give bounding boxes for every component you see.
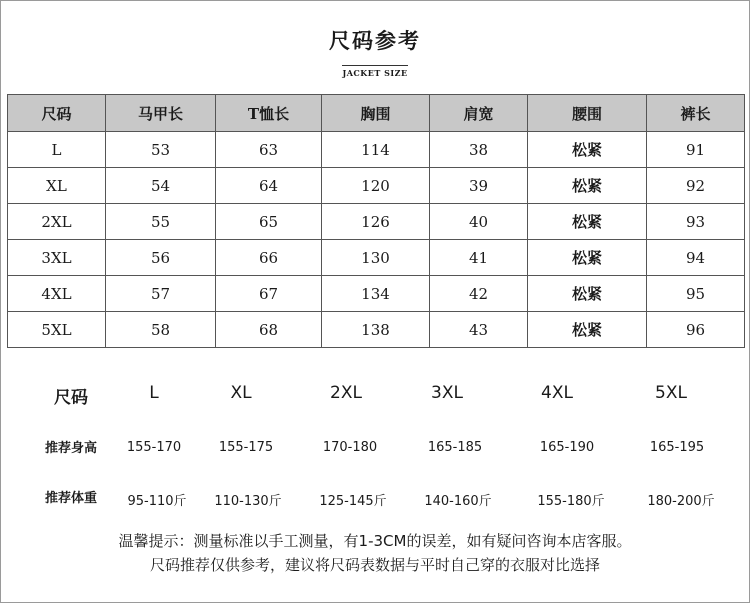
cell-shoulder: 41 bbox=[430, 240, 528, 276]
cell-waist: 松紧 bbox=[528, 312, 647, 348]
recommend-size: 2XL bbox=[330, 383, 362, 403]
cell-vest-length: 54 bbox=[106, 168, 216, 204]
recommend-weight: 140-160斤 bbox=[424, 494, 492, 509]
cell-size: 2XL bbox=[8, 204, 106, 240]
cell-pants-length: 96 bbox=[647, 312, 745, 348]
recommend-weight-row bbox=[1, 487, 749, 517]
weight-label: 推荐体重 bbox=[44, 491, 98, 506]
size-label: 尺码 bbox=[54, 388, 88, 408]
col-header-tshirt-length: T恤长 bbox=[216, 95, 322, 132]
cell-chest: 120 bbox=[322, 168, 430, 204]
cell-shoulder: 42 bbox=[430, 276, 528, 312]
table-row bbox=[8, 204, 745, 240]
cell-vest-length: 56 bbox=[106, 240, 216, 276]
table-header-row bbox=[8, 95, 745, 132]
recommend-height: 155-170 bbox=[126, 440, 182, 455]
recommend-weight: 180-200斤 bbox=[647, 494, 715, 509]
chart-subtitle: JACKET SIZE bbox=[342, 65, 407, 78]
cell-pants-length: 93 bbox=[647, 204, 745, 240]
cell-tshirt-length: 63 bbox=[216, 132, 322, 168]
recommend-height: 165-195 bbox=[649, 440, 705, 455]
cell-waist: 松紧 bbox=[528, 168, 647, 204]
col-header-shoulder: 肩宽 bbox=[430, 95, 528, 132]
cell-vest-length: 58 bbox=[106, 312, 216, 348]
recommend-height: 155-175 bbox=[218, 440, 274, 455]
col-header-vest-length: 马甲长 bbox=[106, 95, 216, 132]
cell-chest: 138 bbox=[322, 312, 430, 348]
cell-pants-length: 95 bbox=[647, 276, 745, 312]
chart-header bbox=[1, 1, 749, 94]
recommend-size-row bbox=[1, 383, 749, 413]
cell-tshirt-length: 67 bbox=[216, 276, 322, 312]
recommend-height: 170-180 bbox=[322, 440, 378, 455]
col-header-waist: 腰围 bbox=[528, 95, 647, 132]
cell-chest: 130 bbox=[322, 240, 430, 276]
cell-waist: 松紧 bbox=[528, 132, 647, 168]
recommend-weight: 125-145斤 bbox=[319, 494, 387, 509]
table-row bbox=[8, 312, 745, 348]
cell-size: 3XL bbox=[8, 240, 106, 276]
recommend-height-row bbox=[1, 437, 749, 467]
recommend-size: L bbox=[149, 383, 159, 403]
recommend-weight: 110-130斤 bbox=[214, 494, 282, 509]
cell-size: XL bbox=[8, 168, 106, 204]
recommend-height: 165-190 bbox=[539, 440, 595, 455]
size-table bbox=[7, 94, 745, 348]
cell-tshirt-length: 68 bbox=[216, 312, 322, 348]
cell-waist: 松紧 bbox=[528, 276, 647, 312]
cell-shoulder: 38 bbox=[430, 132, 528, 168]
note-reference: 尺码推荐仅供参考，建议将尺码表数据与平时自己穿的衣服对比选择 bbox=[149, 556, 600, 574]
recommend-height: 165-185 bbox=[427, 440, 483, 455]
cell-vest-length: 53 bbox=[106, 132, 216, 168]
cell-pants-length: 91 bbox=[647, 132, 745, 168]
cell-vest-length: 57 bbox=[106, 276, 216, 312]
cell-tshirt-length: 66 bbox=[216, 240, 322, 276]
cell-shoulder: 40 bbox=[430, 204, 528, 240]
cell-size: 5XL bbox=[8, 312, 106, 348]
cell-pants-length: 94 bbox=[647, 240, 745, 276]
cell-vest-length: 55 bbox=[106, 204, 216, 240]
note-tip: 温馨提示：测量标准以手工测量，有1-3CM的误差，如有疑问咨询本店客服。 bbox=[118, 532, 632, 550]
cell-tshirt-length: 65 bbox=[216, 204, 322, 240]
recommend-size: 3XL bbox=[431, 383, 463, 403]
cell-chest: 114 bbox=[322, 132, 430, 168]
cell-pants-length: 92 bbox=[647, 168, 745, 204]
recommend-weight: 95-110斤 bbox=[127, 494, 187, 509]
height-label: 推荐身高 bbox=[44, 441, 98, 456]
table-row bbox=[8, 168, 745, 204]
cell-chest: 134 bbox=[322, 276, 430, 312]
table-row bbox=[8, 132, 745, 168]
col-header-chest: 胸围 bbox=[322, 95, 430, 132]
cell-chest: 126 bbox=[322, 204, 430, 240]
cell-waist: 松紧 bbox=[528, 240, 647, 276]
cell-shoulder: 43 bbox=[430, 312, 528, 348]
table-row bbox=[8, 240, 745, 276]
col-header-pants-length: 裤长 bbox=[647, 95, 745, 132]
cell-size: 4XL bbox=[8, 276, 106, 312]
cell-shoulder: 39 bbox=[430, 168, 528, 204]
recommend-size: 5XL bbox=[655, 383, 687, 403]
col-header-size: 尺码 bbox=[8, 95, 106, 132]
chart-title: 尺码参考 bbox=[329, 28, 421, 53]
notes-section bbox=[1, 529, 749, 577]
cell-size: L bbox=[8, 132, 106, 168]
cell-tshirt-length: 64 bbox=[216, 168, 322, 204]
recommend-size: 4XL bbox=[541, 383, 573, 403]
recommend-size: XL bbox=[230, 383, 252, 403]
recommend-weight: 155-180斤 bbox=[537, 494, 605, 509]
cell-waist: 松紧 bbox=[528, 204, 647, 240]
table-row bbox=[8, 276, 745, 312]
